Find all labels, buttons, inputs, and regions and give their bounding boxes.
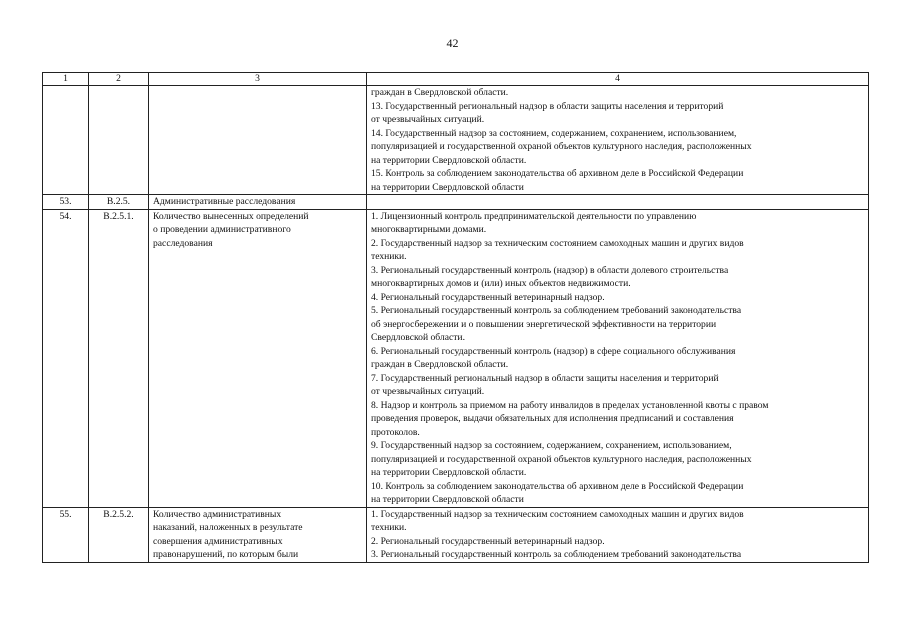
control-type-line: граждан в Свердловской области.: [371, 359, 509, 370]
header-cell: 3: [149, 73, 367, 86]
control-type-line: техники.: [371, 251, 407, 262]
row-number-cell: 55.: [43, 507, 89, 562]
control-types-cell: [367, 507, 869, 562]
control-types-cell: [367, 86, 869, 195]
table-row: [43, 209, 869, 507]
row-number-cell: [43, 86, 89, 195]
control-type-line: 7. Государственный региональный надзор в области защиты населения и территорий: [371, 372, 719, 384]
table-row: [43, 195, 869, 210]
indicator-name-line: расследования: [153, 237, 213, 249]
control-type-line: 8. Надзор и контроль за приемом на работу инвалидов в пределах установленной квоты с правом: [371, 399, 769, 411]
indicator-name-line: Количество административных: [153, 508, 282, 520]
control-type-line: на территории Свердловской области: [371, 181, 524, 193]
control-type-line: техники.: [371, 522, 407, 533]
control-type-line: популяризацией и государственной охраной объектов культурного наследия, расположенных: [371, 453, 752, 465]
indicator-name-cell: [149, 195, 367, 210]
control-type-line: 9. Государственный надзор за состоянием, содержанием, сохранением, использованием,: [371, 440, 732, 451]
indicator-name-line: правонарушений, по которым были: [153, 549, 299, 560]
control-type-line: многоквартирными домами.: [371, 224, 487, 235]
control-type-line: 13. Государственный региональный надзор в области защиты населения и территорий: [371, 100, 724, 112]
control-type-line: 1. Лицензионный контроль предпринимательской деятельности по управлению: [371, 210, 697, 222]
indicator-name-cell: [149, 507, 367, 562]
control-type-line: 3. Региональный государственный контроль за соблюдением требований законодательства: [371, 549, 742, 560]
page-number: 42: [446, 36, 459, 50]
control-type-line: об энергосбережении и о повышении энергетической эффективности на территории: [371, 318, 717, 330]
control-type-line: на территории Свердловской области.: [371, 467, 527, 478]
header-cell: 1: [43, 73, 89, 86]
indicator-name-line: Количество вынесенных определений: [153, 210, 309, 222]
indicator-name-line: о проведении административного: [153, 224, 291, 235]
control-type-line: 5. Региональный государственный контроль за соблюдением требований законодательства: [371, 305, 742, 316]
control-type-line: Свердловской области.: [371, 332, 465, 343]
row-number-cell: 54.: [43, 209, 89, 507]
control-type-line: протоколов.: [371, 426, 420, 438]
control-type-line: от чрезвычайных ситуаций.: [371, 386, 485, 397]
indicator-name-cell: [149, 86, 367, 195]
indicator-name-line: Административные расследования: [153, 196, 296, 207]
control-types-cell: [367, 209, 869, 507]
row-number-cell: 53.: [43, 195, 89, 210]
control-type-line: проведения проверок, выдачи обязательных для исполнения предписаний и составления: [371, 413, 734, 424]
control-type-line: 1. Государственный надзор за техническим состоянием самоходных машин и других видов: [371, 508, 744, 520]
control-type-line: на территории Свердловской области: [371, 494, 524, 505]
control-type-line: 2. Региональный государственный ветеринарный надзор.: [371, 535, 605, 547]
control-type-line: 14. Государственный надзор за состоянием, содержанием, сохранением, использованием,: [371, 127, 737, 139]
control-type-line: 3. Региональный государственный контроль (надзор) в области долевого строительства: [371, 264, 729, 276]
table-header-row: [43, 73, 869, 86]
table-row: [43, 507, 869, 562]
control-type-line: 2. Государственный надзор за техническим состоянием самоходных машин и других видов: [371, 237, 744, 249]
control-type-line: на территории Свердловской области.: [371, 154, 527, 166]
row-code-cell: B.2.5.: [89, 195, 149, 210]
indicator-name-line: наказаний, наложенных в результате: [153, 522, 303, 533]
control-type-line: граждан в Свердловской области.: [371, 87, 509, 98]
header-cell: 2: [89, 73, 149, 86]
row-code-cell: B.2.5.2.: [89, 507, 149, 562]
control-type-line: от чрезвычайных ситуаций.: [371, 114, 485, 125]
row-code-cell: B.2.5.1.: [89, 209, 149, 507]
header-cell: 4: [367, 73, 869, 86]
control-type-line: многоквартирных домов и (или) иных объектов недвижимости.: [371, 278, 631, 289]
control-type-line: 15. Контроль за соблюдением законодательства об архивном деле в Российской Федерации: [371, 168, 744, 179]
indicator-name-line: совершения административных: [153, 535, 283, 547]
control-type-line: 10. Контроль за соблюдением законодательства об архивном деле в Российской Федерации: [371, 480, 744, 492]
control-type-line: 4. Региональный государственный ветеринарный надзор.: [371, 291, 605, 303]
control-type-line: популяризацией и государственной охраной объектов культурного наследия, расположенных: [371, 141, 752, 152]
document-table: [42, 72, 869, 563]
row-code-cell: [89, 86, 149, 195]
control-types-cell: [367, 195, 869, 210]
control-type-line: 6. Региональный государственный контроль (надзор) в сфере социального обслуживания: [371, 345, 736, 357]
indicator-name-cell: [149, 209, 367, 507]
table-row: [43, 86, 869, 195]
